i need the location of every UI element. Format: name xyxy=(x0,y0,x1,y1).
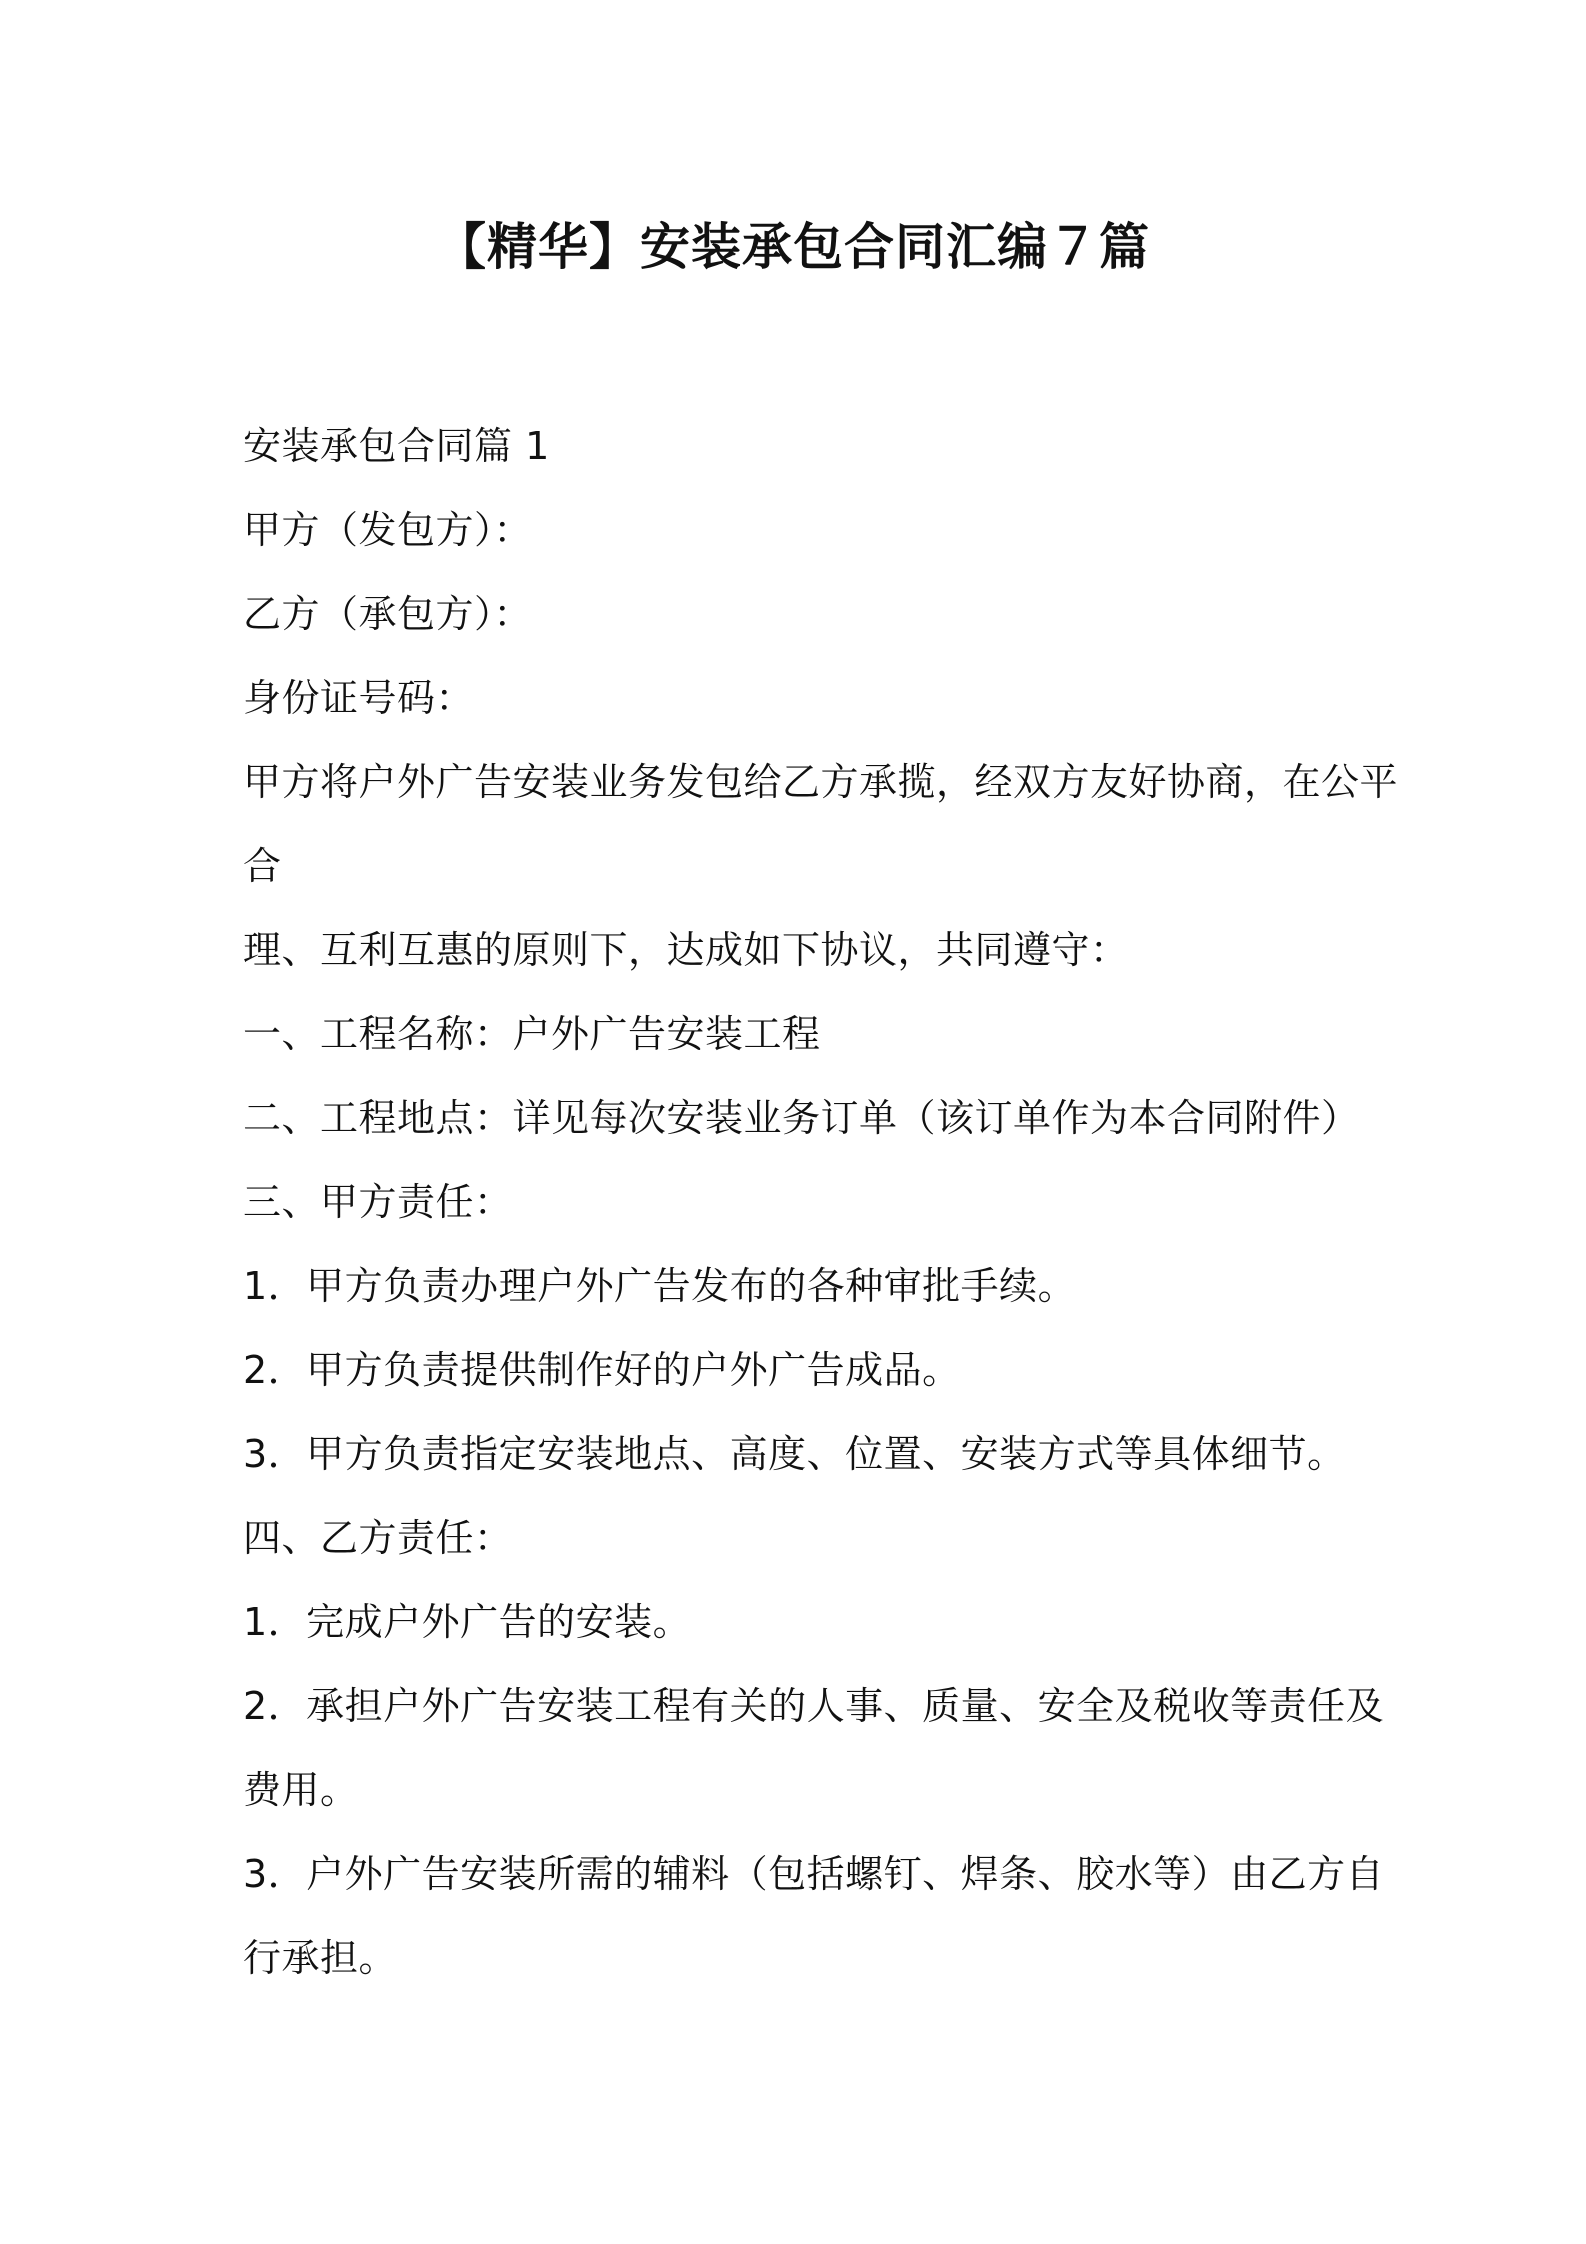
party-b-line: 乙方（承包方）： xyxy=(243,592,533,636)
paragraph-line: 理、互利互惠的原则下，达成如下协议，共同遵守： xyxy=(243,928,1129,972)
document-title: 【精华】安装承包合同汇编７篇 xyxy=(436,218,1150,276)
clause-line: 一、工程名称：户外广告安装工程 xyxy=(243,1012,821,1056)
list-item: 1．甲方负责办理户外广告发布的各种审批手续。 xyxy=(243,1264,1077,1308)
id-number-line: 身份证号码： xyxy=(243,676,475,720)
document-body xyxy=(243,404,1399,2000)
list-item: 1．完成户外广告的安装。 xyxy=(243,1600,692,1644)
list-item: 2．甲方负责提供制作好的户外广告成品。 xyxy=(243,1348,961,1392)
paragraph-line: 甲方将户外广告安装业务发包给乙方承揽，经双方友好协商，在公平 xyxy=(243,760,1399,804)
section-heading: 安装承包合同篇 1 xyxy=(243,424,550,468)
list-item: 行承担。 xyxy=(243,1936,398,1980)
list-item: 3．甲方负责指定安装地点、高度、位置、安装方式等具体细节。 xyxy=(243,1432,1346,1476)
list-item: 费用。 xyxy=(243,1768,359,1812)
clause-heading: 四、乙方责任： xyxy=(243,1516,513,1560)
clause-heading: 三、甲方责任： xyxy=(243,1180,513,1224)
list-item: 3．户外广告安装所需的辅料（包括螺钉、焊条、胶水等）由乙方自 xyxy=(243,1852,1385,1896)
clause-line: 二、工程地点：详见每次安装业务订单（该订单作为本合同附件） xyxy=(243,1096,1360,1140)
party-a-line: 甲方（发包方）： xyxy=(243,508,533,552)
list-item: 2．承担户外广告安装工程有关的人事、质量、安全及税收等责任及 xyxy=(243,1684,1385,1728)
paragraph-line: 合 xyxy=(243,844,282,888)
